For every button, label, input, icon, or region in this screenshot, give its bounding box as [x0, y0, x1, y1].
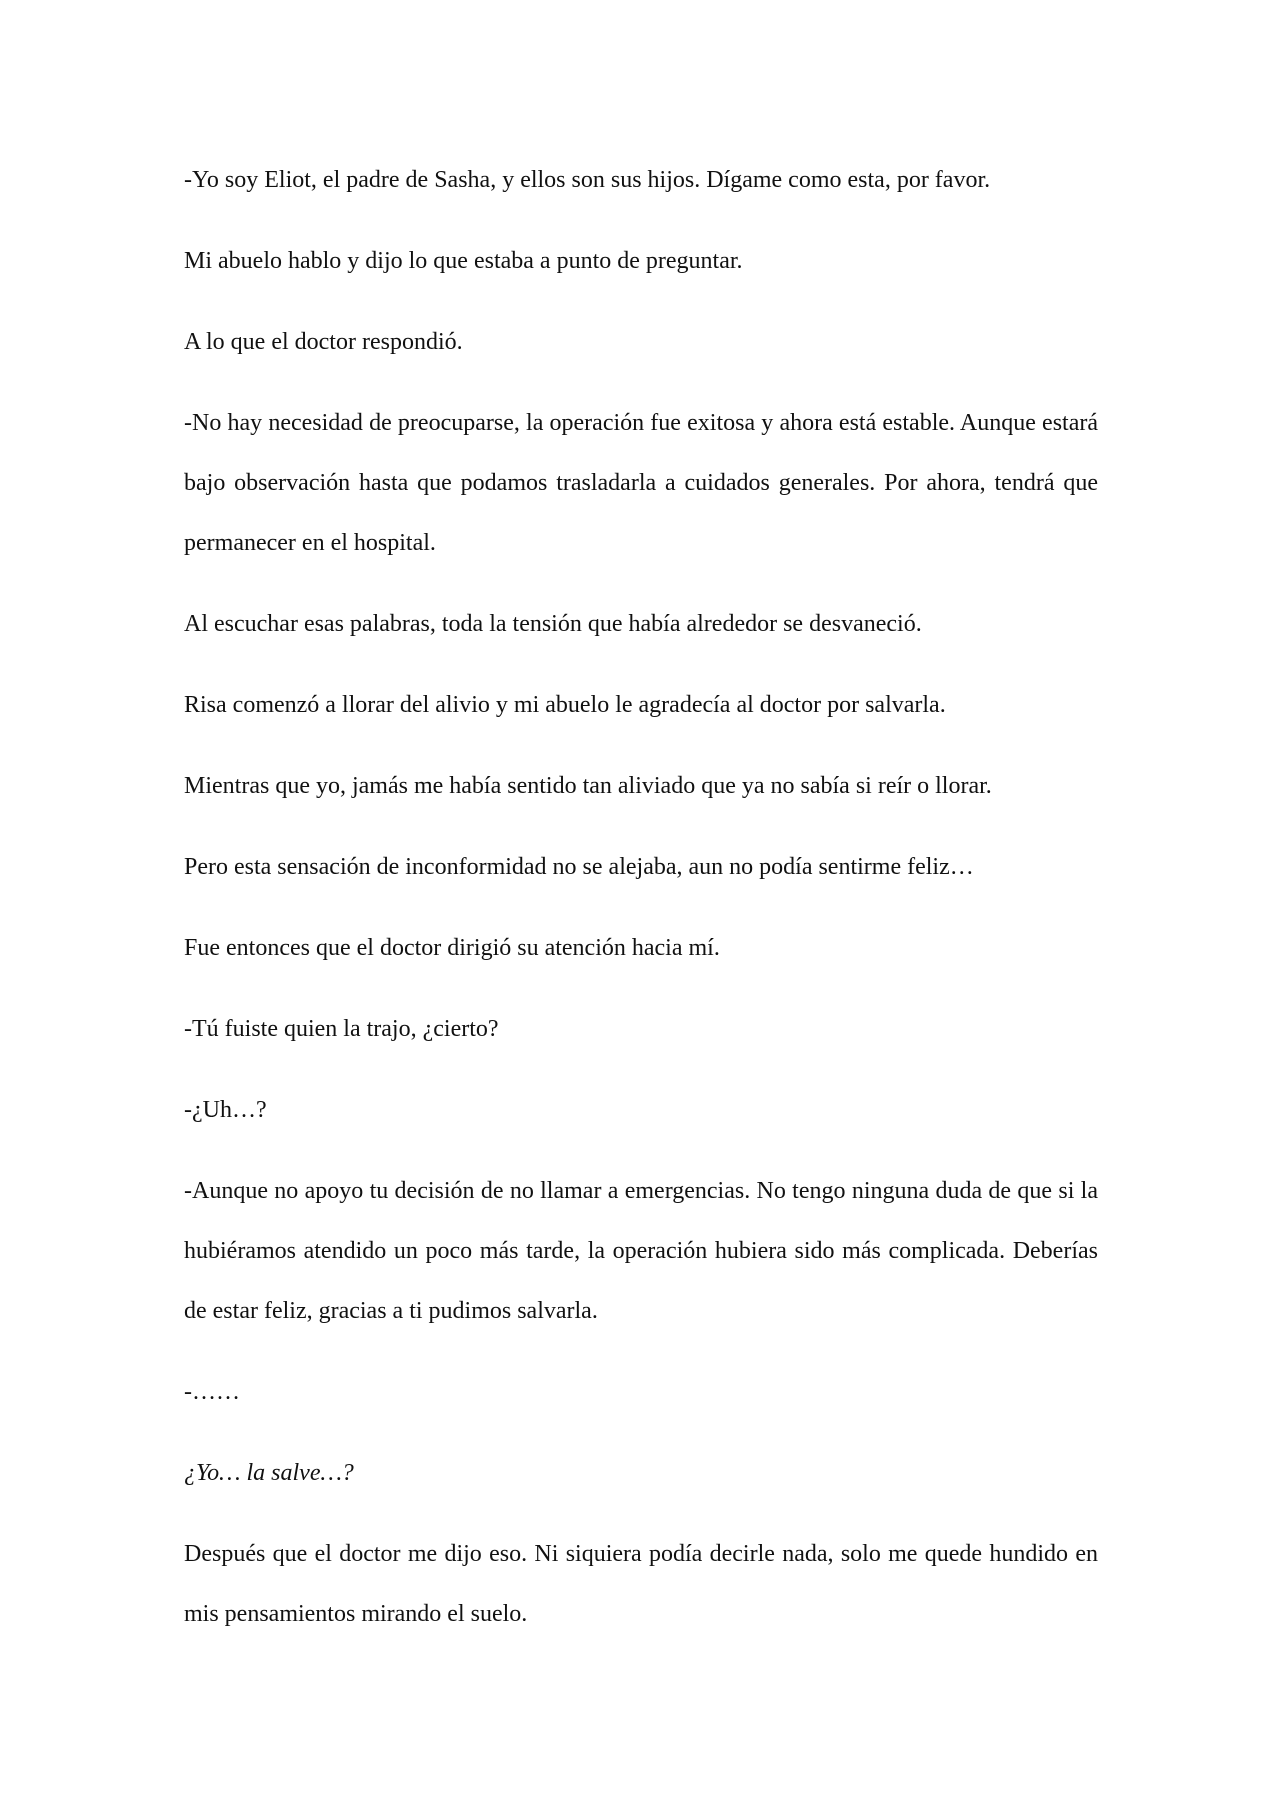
- paragraph: Mi abuelo hablo y dijo lo que estaba a punto de preguntar.: [184, 248, 743, 274]
- paragraph: -No hay necesidad de preocuparse, la operación fue exitosa y ahora está estable. Aunque estará bajo observación hasta que podamos trasladarla a cuidados generales. Por ahora, tendrá que permanecer en el hospital.: [184, 410, 1098, 556]
- paragraph: Fue entonces que el doctor dirigió su atención hacia mí.: [184, 935, 720, 961]
- paragraph: -……: [184, 1379, 240, 1405]
- paragraph: Risa comenzó a llorar del alivio y mi abuelo le agradecía al doctor por salvarla.: [184, 692, 946, 718]
- paragraph: Al escuchar esas palabras, toda la tensión que había alrededor se desvaneció.: [184, 611, 922, 637]
- paragraph: -Tú fuiste quien la trajo, ¿cierto?: [184, 1016, 499, 1042]
- paragraph: Después que el doctor me dijo eso. Ni siquiera podía decirle nada, solo me quede hundido en mis pensamientos mirando el suelo.: [184, 1541, 1098, 1627]
- document-body: [184, 150, 1098, 1665]
- paragraph: A lo que el doctor respondió.: [184, 329, 463, 355]
- paragraph: Mientras que yo, jamás me había sentido tan aliviado que ya no sabía si reír o llorar.: [184, 773, 992, 799]
- paragraph: -Yo soy Eliot, el padre de Sasha, y ellos son sus hijos. Dígame como esta, por favor.: [184, 167, 991, 193]
- paragraph: -¿Uh…?: [184, 1097, 267, 1123]
- paragraph: -Aunque no apoyo tu decisión de no llamar a emergencias. No tengo ninguna duda de que si la hubiéramos atendido un poco más tarde, la operación hubiera sido más complicada. Deberías de estar feliz, gracias a ti pudimos salvarla.: [184, 1178, 1098, 1324]
- paragraph: Pero esta sensación de inconformidad no se alejaba, aun no podía sentirme feliz…: [184, 854, 974, 880]
- paragraph-italic: ¿Yo… la salve…?: [184, 1460, 354, 1486]
